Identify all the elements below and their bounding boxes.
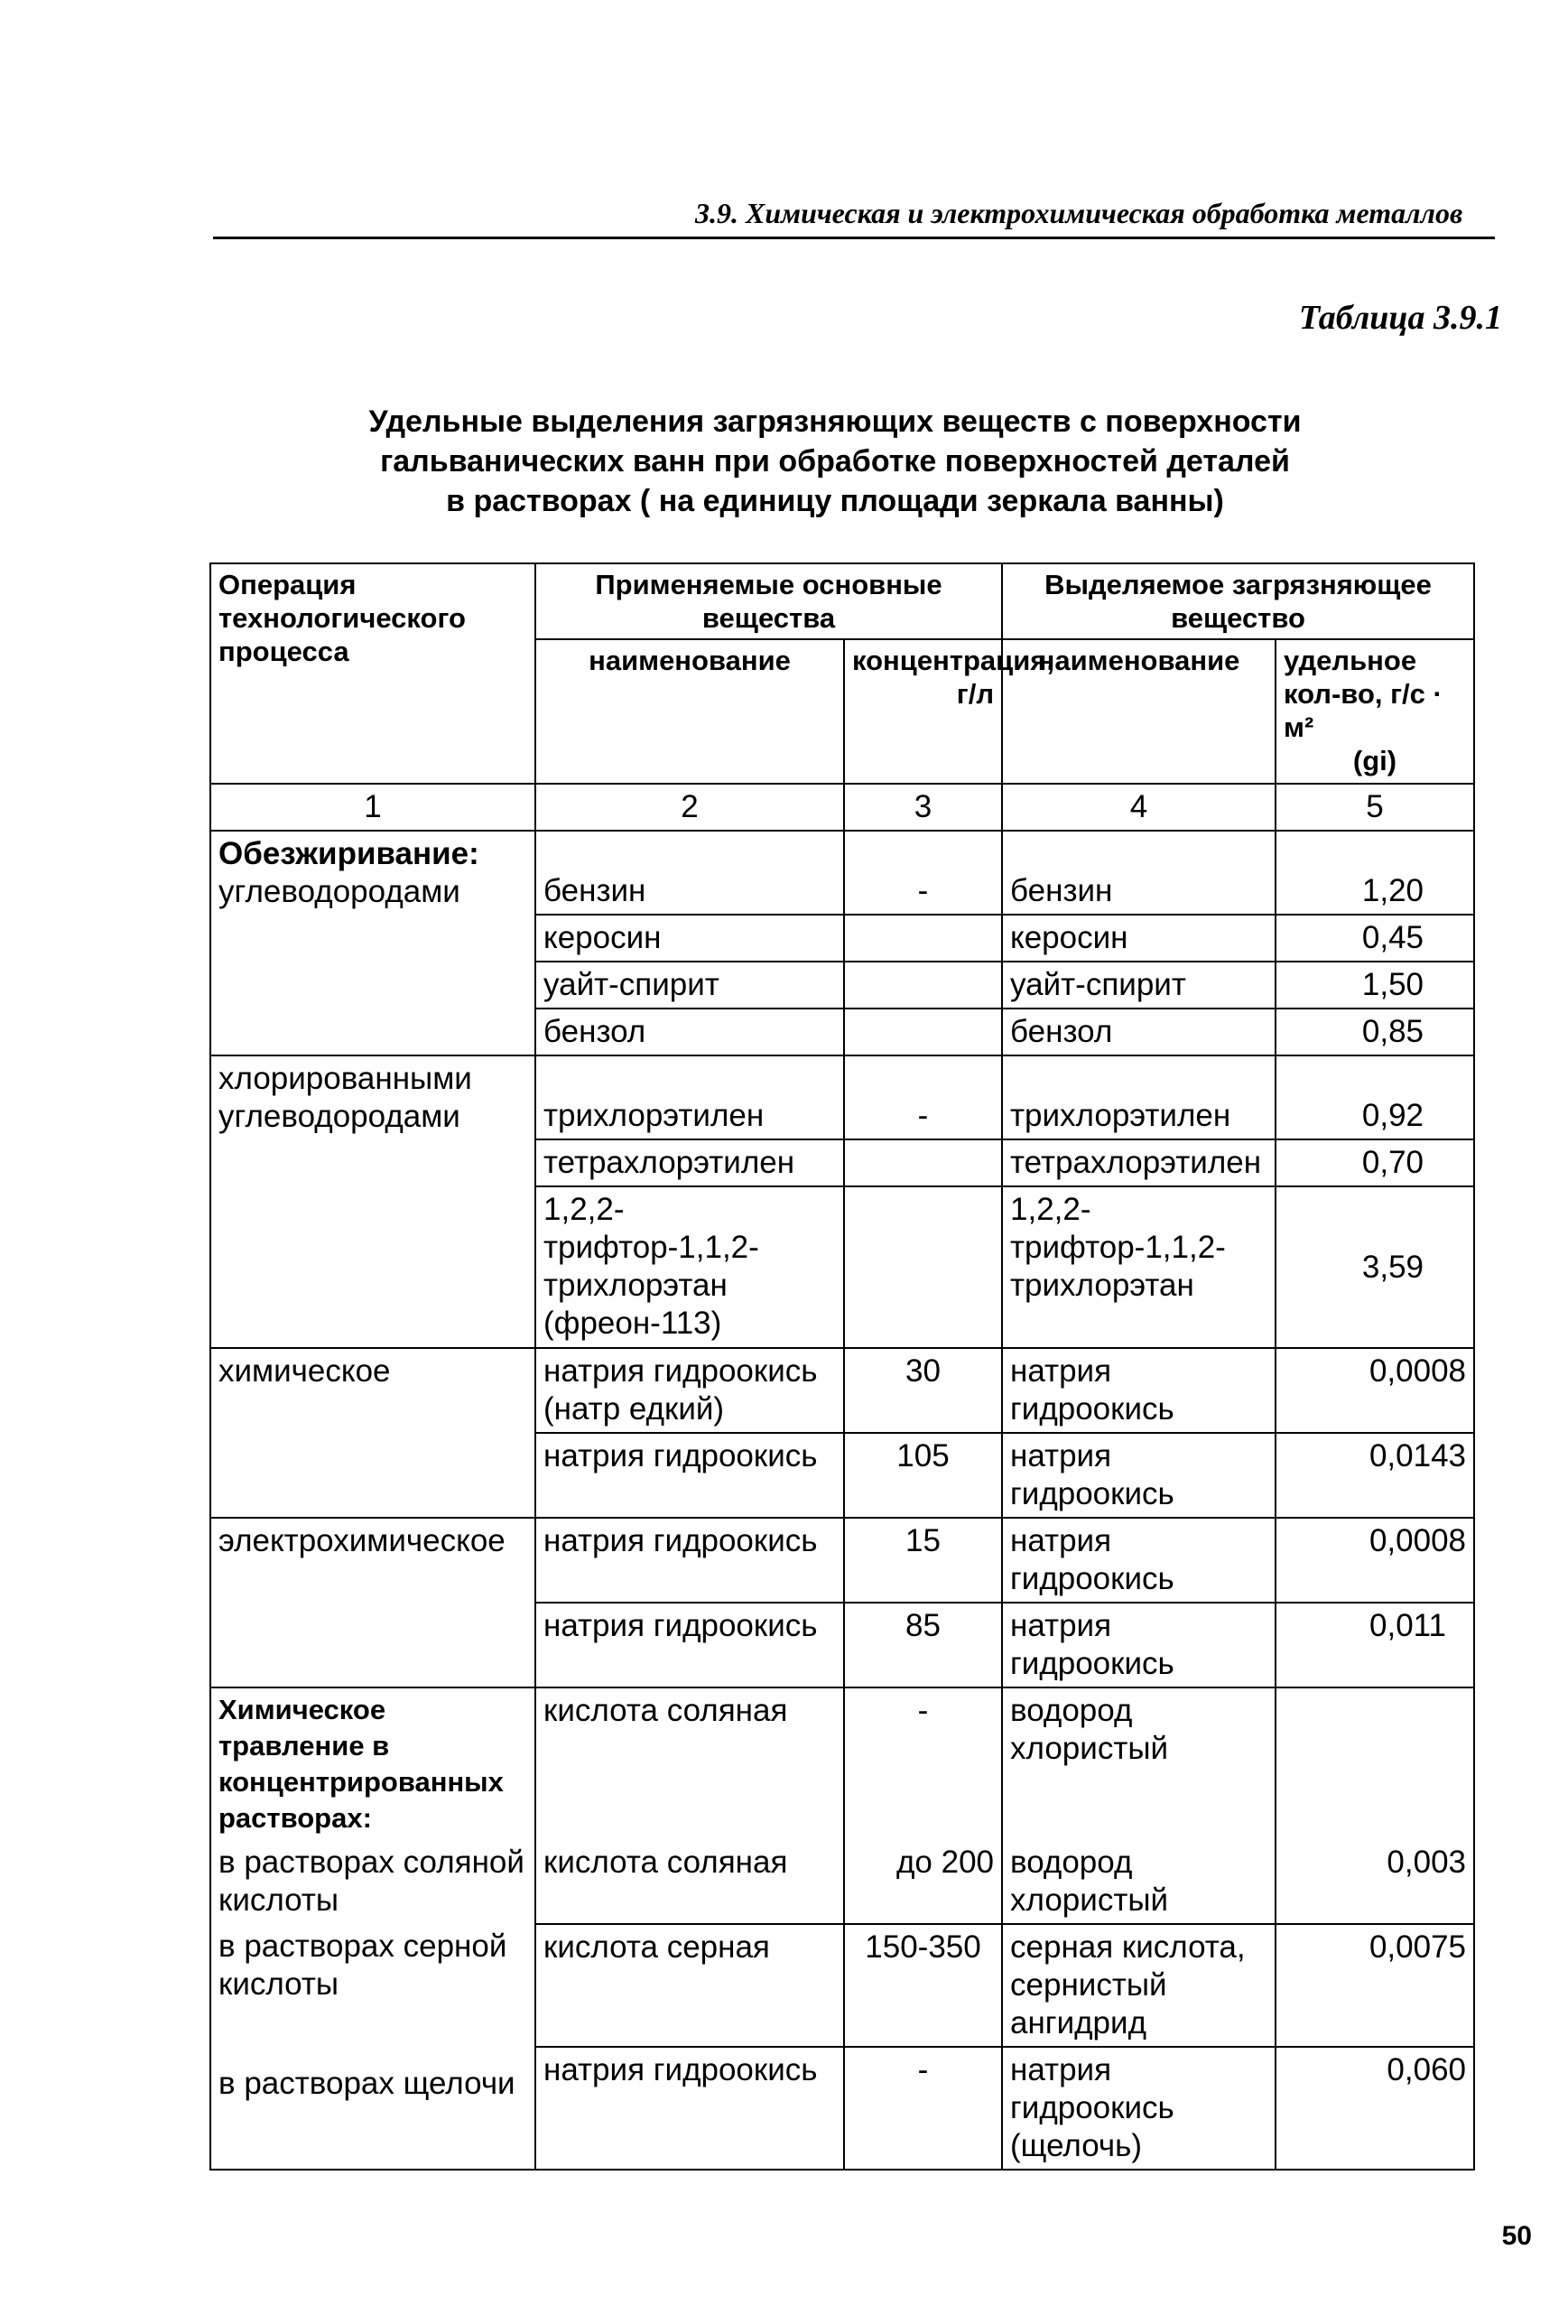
pollutant-cell: натрия гидроокись [1002, 1433, 1276, 1518]
substance-cell: бензол [535, 1009, 844, 1055]
column-number: 2 [535, 784, 844, 831]
concentration-cell: - [844, 831, 1002, 915]
emissions-table [209, 562, 1475, 2171]
concentration-cell [844, 1139, 1002, 1186]
amount-cell [1276, 1687, 1474, 1840]
concentration-cell: 105 [844, 1433, 1002, 1518]
substance-cell: трихлорэтилен [535, 1055, 844, 1139]
substance-cell: натрия гидроокись (натр едкий) [535, 1348, 844, 1433]
table-row [210, 1840, 1474, 1924]
table-row [210, 1055, 1474, 1139]
amount-cell: 1,20 [1276, 831, 1474, 915]
table-row [210, 1924, 1474, 2047]
table-row [210, 1603, 1474, 1687]
operation-cell: в растворах серной кислоты [210, 1924, 535, 2047]
group-title: Обезжиривание: [218, 836, 479, 871]
table-row [210, 1433, 1474, 1518]
amount-cell: 0,0075 [1276, 1924, 1474, 2047]
amount-cell: 0,003 [1276, 1840, 1474, 1924]
page-number: 50 [1501, 2221, 1532, 2251]
substance-cell: керосин [535, 915, 844, 962]
table-row [210, 1348, 1474, 1433]
table-row [210, 1518, 1474, 1603]
operation-cell [210, 1009, 535, 1055]
concentration-cell: 85 [844, 1603, 1002, 1687]
operation-cell: химическое [210, 1348, 535, 1433]
pollutant-cell: водород хлористый [1002, 1840, 1276, 1924]
running-title: 3.9. Химическая и электрохимическая обработка металлов [695, 197, 1463, 229]
header-specific-amount [1276, 639, 1474, 784]
concentration-cell: до 200 [844, 1840, 1002, 1924]
pollutant-cell: натрия гидроокись [1002, 1518, 1276, 1603]
pollutant-cell: керосин [1002, 915, 1276, 962]
substance-cell: 1,2,2-трифтор-1,1,2-трихлорэтан (фреон-113) [535, 1186, 844, 1348]
operation-cell: в растворах соляной кислоты [210, 1840, 535, 1924]
operation-cell [210, 831, 535, 915]
column-number: 4 [1002, 784, 1276, 831]
substance-cell: кислота серная [535, 1924, 844, 2047]
substance-cell: натрия гидроокись [535, 1518, 844, 1603]
pollutant-cell: 1,2,2-трифтор-1,1,2-трихлорэтан [1002, 1186, 1276, 1348]
operation-cell [210, 1139, 535, 1186]
operation-cell [210, 1603, 535, 1687]
table-row [210, 1186, 1474, 1348]
concentration-cell [844, 962, 1002, 1009]
pollutant-cell: уайт-спирит [1002, 962, 1276, 1009]
amount-cell: 0,92 [1276, 1055, 1474, 1139]
table-row [210, 2047, 1474, 2170]
pollutant-cell: трихлорэтилен [1002, 1055, 1276, 1139]
header-substances: Применяемые основные вещества [535, 563, 1002, 639]
header-concentration: концентрация, г/л [844, 639, 1002, 784]
concentration-cell [844, 1009, 1002, 1055]
operation-cell: электрохимическое [210, 1518, 535, 1603]
pollutant-cell: тетрахлорэтилен [1002, 1139, 1276, 1186]
pollutant-cell: бензол [1002, 1009, 1276, 1055]
operation-cell [210, 1186, 535, 1348]
table-row [210, 962, 1474, 1009]
header-name: наименование [535, 639, 844, 784]
column-number: 1 [210, 784, 535, 831]
amount-cell: 0,85 [1276, 1009, 1474, 1055]
pollutant-cell: водород хлористый [1002, 1687, 1276, 1840]
pollutant-cell: бензин [1002, 831, 1276, 915]
amount-cell: 0,0143 [1276, 1433, 1474, 1518]
amount-cell: 0,0008 [1276, 1518, 1474, 1603]
table-row [210, 915, 1474, 962]
operation-cell: в растворах щелочи [210, 2047, 535, 2170]
header-operation: Операция технологического процесса [210, 563, 535, 784]
substance-cell: натрия гидроокись [535, 1603, 844, 1687]
table-row [210, 831, 1474, 915]
header-pollutant: Выделяемое загрязняющее вещество [1002, 563, 1474, 639]
concentration-cell: - [844, 1687, 1002, 1840]
substance-cell: натрия гидроокись [535, 1433, 844, 1518]
table-row [210, 1139, 1474, 1186]
substance-cell: натрия гидроокись [535, 2047, 844, 2170]
operation-cell [210, 962, 535, 1009]
header-pollutant-name: наименование [1002, 639, 1276, 784]
amount-cell: 0,45 [1276, 915, 1474, 962]
title-line-2: гальванических ванн при обработке поверхностей деталей [380, 444, 1290, 479]
table-row [210, 1009, 1474, 1055]
amount-cell: 0,060 [1276, 2047, 1474, 2170]
concentration-cell [844, 1186, 1002, 1348]
header-row-1 [210, 563, 1474, 639]
pollutant-cell: натрия гидроокись (щелочь) [1002, 2047, 1276, 2170]
header-specific-amount-label: удельное кол-во, г/с · м² [1284, 645, 1443, 743]
operation-cell [210, 1433, 535, 1518]
operation-cell [210, 915, 535, 962]
group-title: Химическое травление в концентрированных растворах: [210, 1687, 535, 1840]
concentration-cell: 30 [844, 1348, 1002, 1433]
table-row [210, 1687, 1474, 1840]
operation-label: углеводородами [218, 874, 460, 909]
amount-cell: 3,59 [1276, 1186, 1474, 1348]
column-numbers-row [210, 784, 1474, 831]
operation-cell: хлорированными углеводородами [210, 1055, 535, 1139]
column-number: 3 [844, 784, 1002, 831]
header-rule [213, 237, 1495, 239]
substance-cell: кислота соляная [535, 1840, 844, 1924]
table-title [298, 402, 1372, 521]
pollutant-cell: натрия гидроокись [1002, 1603, 1276, 1687]
amount-cell: 0,0008 [1276, 1348, 1474, 1433]
concentration-cell: 150-350 [844, 1924, 1002, 2047]
title-line-1: Удельные выделения загрязняющих веществ с поверхности [368, 404, 1302, 439]
title-line-3: в растворах ( на единицу площади зеркала ванны) [446, 484, 1224, 518]
concentration-cell: - [844, 1055, 1002, 1139]
pollutant-cell: серная кислота, сернистый ангидрид [1002, 1924, 1276, 2047]
concentration-cell [844, 915, 1002, 962]
amount-cell: 1,50 [1276, 962, 1474, 1009]
header-specific-symbol: (gi) [1352, 745, 1397, 776]
table-number: Таблица 3.9.1 [1298, 299, 1502, 337]
substance-cell: тетрахлорэтилен [535, 1139, 844, 1186]
substance-cell: кислота соляная [535, 1687, 844, 1840]
amount-cell: 0,70 [1276, 1139, 1474, 1186]
pollutant-cell: натрия гидроокись [1002, 1348, 1276, 1433]
column-number: 5 [1276, 784, 1474, 831]
substance-cell: уайт-спирит [535, 962, 844, 1009]
substance-cell: бензин [535, 831, 844, 915]
concentration-cell: 15 [844, 1518, 1002, 1603]
amount-cell: 0,011 [1276, 1603, 1474, 1687]
concentration-cell: - [844, 2047, 1002, 2170]
